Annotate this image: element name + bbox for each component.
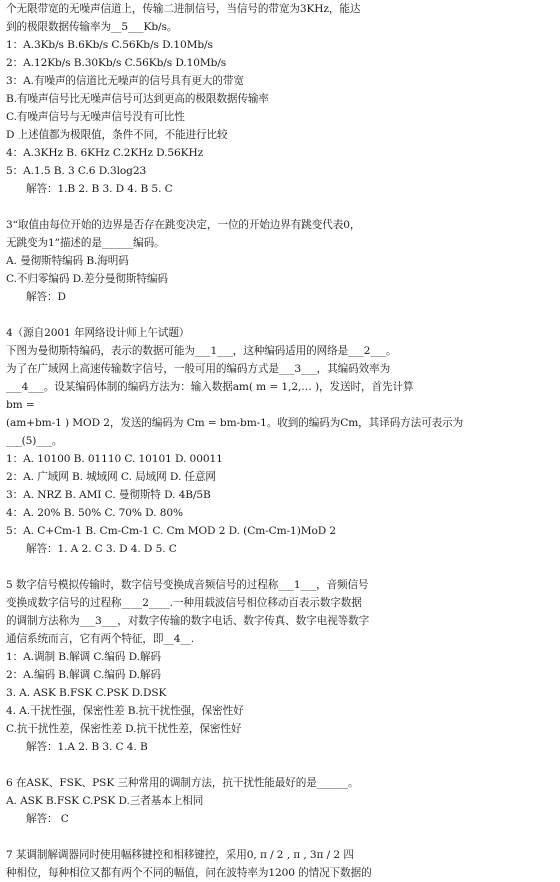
- question-text-line: 3“取值由每位开始的边界是否存在跳变决定，一位的开始边界有跳变代表0，: [6, 219, 361, 231]
- question-text-line: 到的极限数据传输率为__5___Kb/s。: [6, 21, 178, 33]
- option-line: 2：A.12Kb/s B.30Kb/s C.56Kb/s D.10Mb/s: [6, 57, 227, 69]
- question-text-line: 种相位，每种相位又都有两个不同的幅值，问在波特率为1200 的情况下数据的: [6, 867, 372, 879]
- option-line: 4：A.3KHz B. 6KHz C.2KHz D.56KHz: [6, 147, 204, 159]
- option-line: C.抗干扰性差，保密性差 D.抗干扰性差，保密性好: [6, 723, 242, 735]
- option-line: 3：A. NRZ B. AMI C. 曼彻斯特 D. 4B/5B: [6, 489, 211, 501]
- question-text-line: 4（源自2001 年网络设计师上午试题）: [6, 327, 190, 339]
- question-text-line: 为了在广域网上高速传输数字信号，一般可用的编码方式是___3___，其编码效率为: [6, 363, 391, 375]
- question-text-line: ___4___。设某编码体制的编码方法为：输入数据am( m = 1,2,… )，发送时，首先计算: [6, 381, 414, 393]
- question-text-line: bm =: [6, 399, 35, 411]
- question-block: [6, 846, 556, 882]
- question-text-line: (am+bm-1 ) MOD 2，发送的编码为 Cm = bm-bm-1。收到的编码为Cm，其译码方法可表示为: [6, 417, 464, 429]
- option-line: 2：A.编码 B.解调 C.编码 D.解码: [6, 669, 161, 681]
- answer-line: 解答：D: [26, 291, 66, 303]
- option-line: 3. A. ASK B.FSK C.PSK D.DSK: [6, 687, 167, 699]
- question-text-line: 下图为曼彻斯特编码，表示的数据可能为___1___，这种编码适用的网络是___2___。: [6, 345, 397, 357]
- question-block: [6, 0, 556, 198]
- option-line: C.不归零编码 D.差分曼彻斯特编码: [6, 273, 168, 285]
- option-line: 2：A. 广域网 B. 城域网 C. 局域网 D. 任意网: [6, 471, 216, 483]
- option-line: 4. A.干扰性强，保密性差 B.抗干扰性强，保密性好: [6, 705, 244, 717]
- spacer: [6, 558, 556, 576]
- question-text-line: 个无限带宽的无噪声信道上，传输二进制信号，当信号的带宽为3KHz，能达: [6, 3, 361, 15]
- answer-line: 解答：1. A 2. C 3. D 4. D 5. C: [26, 543, 177, 555]
- question-block: [6, 774, 556, 828]
- option-line: B.有噪声信号比无噪声信号可达到更高的极限数据传输率: [6, 93, 269, 105]
- option-line: C.有噪声信号与无噪声信号没有可比性: [6, 111, 185, 123]
- spacer: [6, 828, 556, 846]
- question-block: [6, 576, 556, 756]
- option-line: 5：A.1.5 B. 3 C.6 D.3log23: [6, 165, 147, 177]
- option-line: 5：A. C+Cm-1 B. Cm-Cm-1 C. Cm MOD 2 D. (Cm-Cm-1)MoD 2: [6, 525, 337, 537]
- spacer: [6, 756, 556, 774]
- option-line: 1：A.3Kb/s B.6Kb/s C.56Kb/s D.10Mb/s: [6, 39, 213, 51]
- option-line: 1：A. 10100 B. 01110 C. 10101 D. 00011: [6, 453, 223, 465]
- spacer: [6, 306, 556, 324]
- option-line: A. ASK B.FSK C.PSK D.三者基本上相同: [6, 795, 204, 807]
- question-text-line: 无跳变为1”描述的是______编码。: [6, 237, 165, 249]
- answer-line: 解答：1.A 2. B 3. C 4. B: [26, 741, 148, 753]
- question-block: [6, 324, 556, 558]
- answer-line: 解答：1.B 2. B 3. D 4. B 5. C: [26, 183, 173, 195]
- option-line: 1：A.调制 B.解调 C.编码 D.解码: [6, 651, 161, 663]
- question-text-line: 的调制方法称为___3___，对数字传输的数字电话、数字传真、数字电视等数字: [6, 615, 370, 627]
- option-line: 3：A.有噪声的信道比无噪声的信号具有更大的带宽: [6, 75, 244, 87]
- spacer: [6, 198, 556, 216]
- question-text-line: 6 在ASK、FSK、PSK 三种常用的调制方法，抗干扰性能最好的是______。: [6, 777, 359, 789]
- answer-line: 解答： C: [26, 813, 69, 825]
- option-line: A. 曼彻斯特编码 B.海明码: [6, 255, 129, 267]
- option-line: D 上述值都为极限值，条件不同，不能进行比较: [6, 129, 228, 141]
- question-block: [6, 216, 556, 306]
- question-text-line: 7 某调制解调器同时使用幅移键控和相移键控，采用0, π / 2 , π , 3π / 2 四: [6, 849, 354, 861]
- question-text-line: 通信系统而言，它有两个特征，即__4__.: [6, 633, 195, 645]
- option-line: 4：A. 20% B. 50% C. 70% D. 80%: [6, 507, 183, 519]
- question-text-line: 变换成数字信号的过程称____2____.一种用载波信号相位移动百表示数字数据: [6, 597, 362, 609]
- question-text-line: 5 数字信号模拟传输时，数字信号变换成音频信号的过程称___1___，音频信号: [6, 579, 369, 591]
- question-text-line: ___(5)___。: [6, 435, 63, 447]
